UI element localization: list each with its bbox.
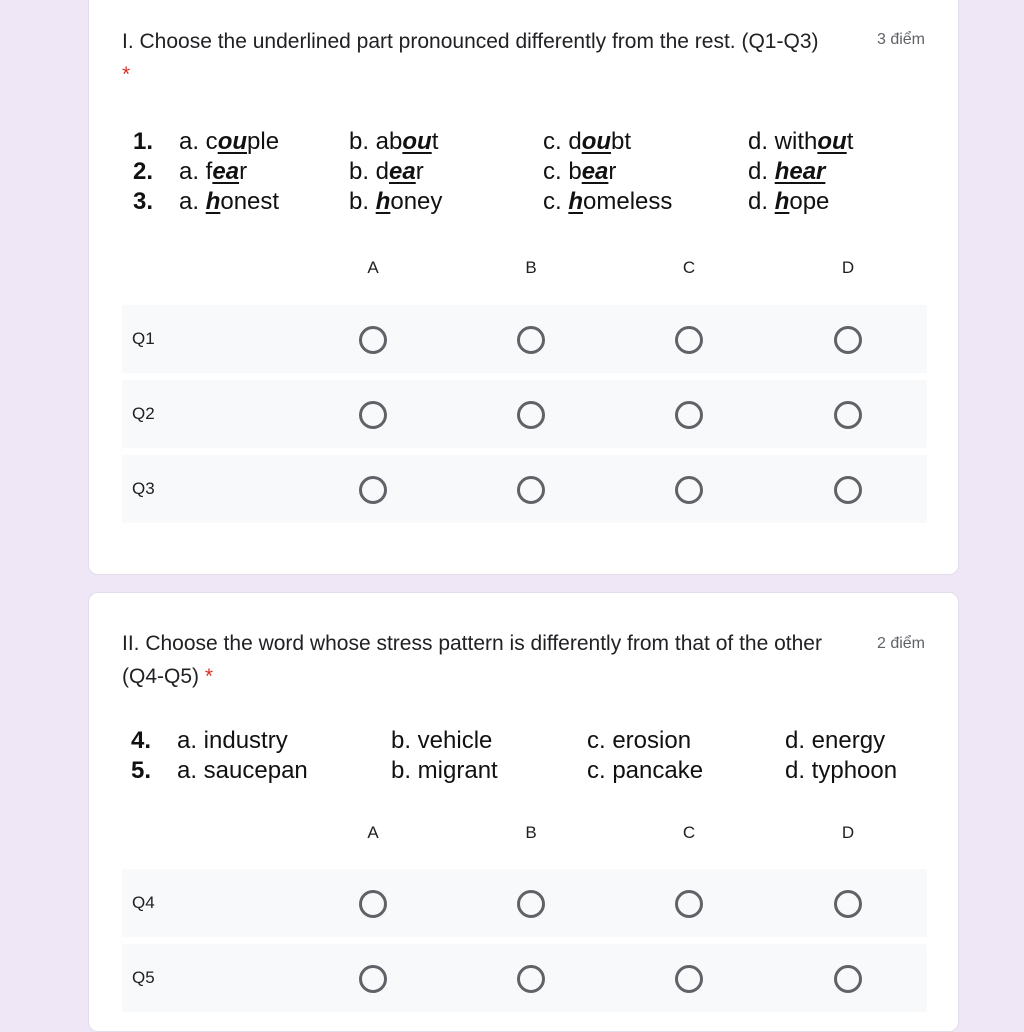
radio-button[interactable] [517, 326, 545, 354]
word-option [748, 127, 878, 157]
word-option [179, 127, 349, 157]
radio-button[interactable] [675, 476, 703, 504]
points-label: 2 điểm [876, 635, 925, 652]
radio-button[interactable] [517, 965, 545, 993]
row-label: Q3 [132, 479, 155, 498]
question-title-text: I. Choose the underlined part pronounced differently from the rest. (Q1-Q3) [122, 30, 819, 53]
word-option [349, 127, 543, 157]
radio-button[interactable] [517, 476, 545, 504]
word-option [748, 157, 878, 187]
underlined-part: ea [581, 158, 609, 185]
underlined-part: h [568, 188, 584, 215]
word-part: d. with [748, 128, 818, 155]
word-part: b. ab [349, 128, 403, 155]
word-part: ope [789, 188, 830, 215]
item-number: 5. [131, 757, 152, 784]
word-part: onest [220, 188, 280, 215]
word-part: d. [748, 188, 775, 215]
word-option [543, 127, 748, 157]
underlined-part: ea [212, 158, 240, 185]
question-card-2 [88, 592, 959, 1032]
word-row [133, 127, 878, 157]
radio-button[interactable] [517, 401, 545, 429]
question-title [122, 25, 822, 91]
word-option [349, 187, 543, 217]
word-row [131, 756, 915, 786]
underlined-part: ou [581, 128, 612, 155]
points-label: 3 điểm [876, 31, 925, 48]
radio-button[interactable] [359, 401, 387, 429]
word-part: oney [390, 188, 443, 215]
underlined-part: ou [817, 128, 847, 155]
underlined-part: hear [774, 158, 826, 185]
underlined-part: ea [389, 158, 416, 185]
word-part: r [415, 158, 424, 185]
row-label: Q1 [132, 329, 155, 348]
word-part: b. [349, 188, 376, 215]
grid-row [122, 944, 927, 1012]
radio-button[interactable] [359, 965, 387, 993]
word-part: ple [247, 128, 280, 155]
word-option: d. energy [785, 727, 886, 754]
column-header: B [525, 823, 537, 842]
word-option: d. typhoon [785, 757, 898, 784]
word-part: d. [748, 158, 775, 185]
underlined-part: h [205, 188, 221, 215]
row-label: Q2 [132, 404, 155, 423]
radio-button[interactable] [675, 326, 703, 354]
item-number: 1. [133, 128, 154, 155]
radio-button[interactable] [359, 890, 387, 918]
underlined-part: h [774, 188, 790, 215]
grid-row [122, 455, 927, 523]
word-row [131, 726, 915, 756]
column-header: B [525, 258, 537, 277]
word-option [543, 157, 748, 187]
required-asterisk: * [122, 63, 131, 86]
column-header: D [841, 823, 855, 842]
word-part: c. [543, 188, 569, 215]
word-row [133, 187, 878, 217]
item-number: 4. [131, 727, 152, 754]
column-header: C [682, 823, 696, 842]
word-option: b. migrant [391, 757, 498, 784]
word-option: c. pancake [587, 757, 704, 784]
word-part: c. b [543, 158, 582, 185]
word-option [179, 157, 349, 187]
underlined-part: h [375, 188, 391, 215]
word-option: a. saucepan [177, 757, 308, 784]
word-option: c. erosion [587, 727, 692, 754]
row-label: Q4 [132, 893, 155, 912]
word-option [748, 187, 878, 217]
word-part: c. d [543, 128, 582, 155]
word-part: t [431, 128, 439, 155]
radio-button[interactable] [675, 890, 703, 918]
word-option [179, 187, 349, 217]
radio-button[interactable] [834, 890, 862, 918]
question-card-1 [88, 0, 959, 575]
underlined-part: ou [402, 128, 432, 155]
column-header: A [367, 258, 379, 277]
radio-button[interactable] [675, 965, 703, 993]
word-part: r [608, 158, 617, 185]
word-part: bt [611, 128, 632, 155]
word-option [543, 187, 748, 217]
stress-word-list [131, 726, 915, 786]
column-header: A [367, 823, 379, 842]
question-title-text: II. Choose the word whose stress pattern is differently from that of the other (Q4-Q5) [122, 632, 822, 688]
word-option: a. industry [177, 727, 288, 754]
word-option: b. vehicle [391, 727, 493, 754]
underlined-part: ou [217, 128, 248, 155]
radio-button[interactable] [359, 326, 387, 354]
word-part: a. [179, 188, 206, 215]
word-part: t [846, 128, 854, 155]
radio-button[interactable] [517, 890, 545, 918]
column-header: D [841, 258, 855, 277]
pronunciation-word-list [133, 127, 878, 217]
radio-button[interactable] [359, 476, 387, 504]
column-header: C [682, 258, 696, 277]
question-title [122, 627, 822, 693]
word-part: a. f [179, 158, 213, 185]
row-label: Q5 [132, 968, 155, 987]
grid-row [122, 380, 927, 448]
radio-button[interactable] [834, 965, 862, 993]
radio-button[interactable] [834, 476, 862, 504]
word-part: a. c [179, 128, 218, 155]
word-part: b. d [349, 158, 390, 185]
radio-button[interactable] [834, 326, 862, 354]
word-part: r [239, 158, 248, 185]
grid-row [122, 869, 927, 937]
radio-button[interactable] [834, 401, 862, 429]
word-part: omeless [583, 188, 673, 215]
radio-button[interactable] [675, 401, 703, 429]
grid-row [122, 305, 927, 373]
word-option [349, 157, 543, 187]
item-number: 2. [133, 158, 154, 185]
word-row [133, 157, 878, 187]
item-number: 3. [133, 188, 154, 215]
required-asterisk: * [204, 665, 214, 688]
